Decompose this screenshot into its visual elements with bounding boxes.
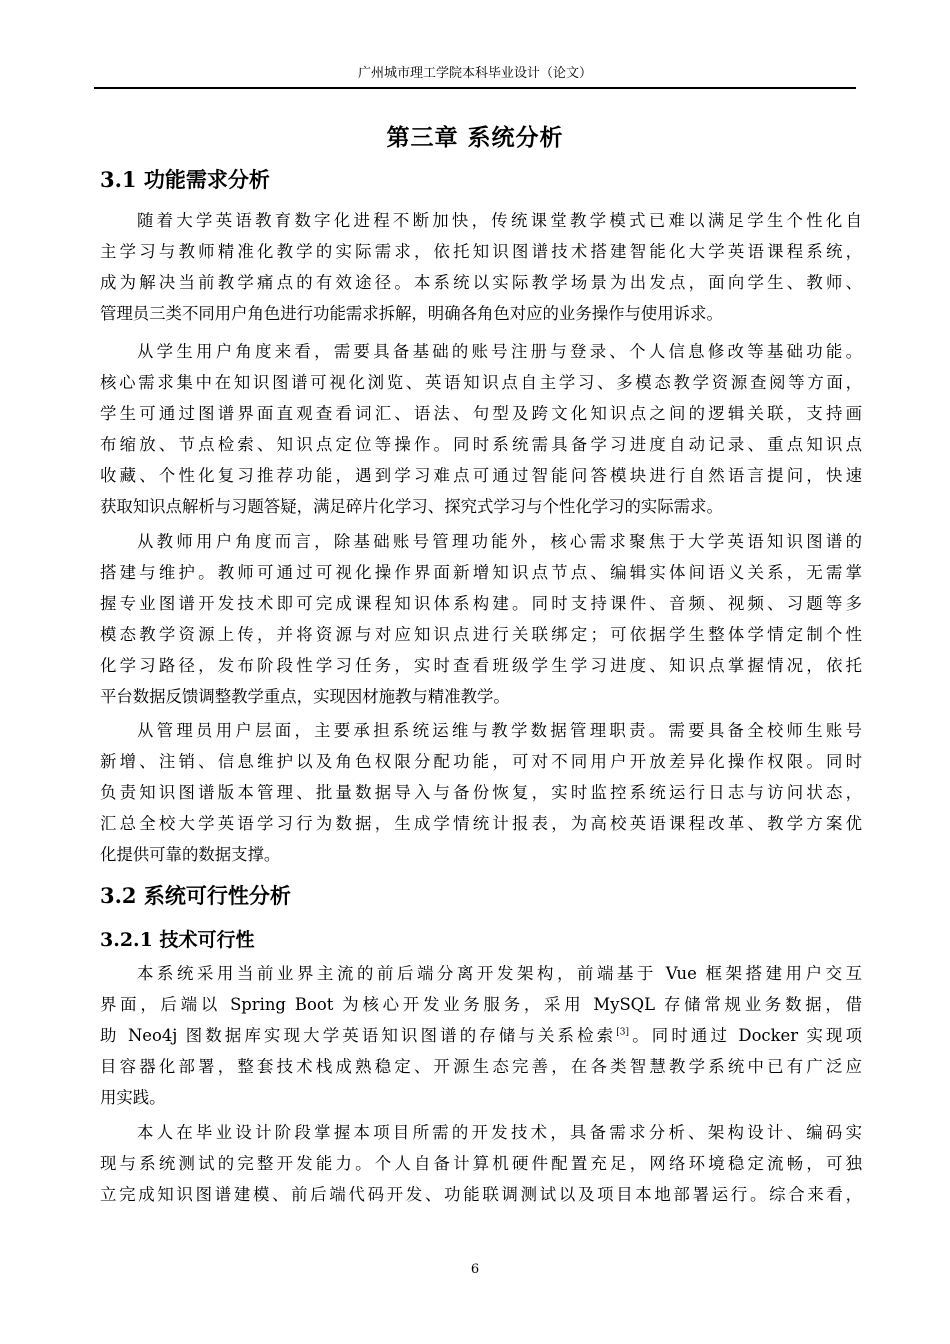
text-line: 随着大学英语教育数字化进程不断加快，传统课堂教学模式已难以满足学生个性化自 (137, 211, 862, 230)
text-line: 从管理员用户层面，主要承担系统运维与教学数据管理职责。需要具备全校师生账号 (137, 721, 862, 740)
text-line: 布缩放、节点检索、知识点定位等操作。同时系统需具备学习进度自动记录、重点知识点 (100, 435, 862, 454)
text-line: 负责知识图谱版本管理、批量数据导入与备份恢复，实时监控系统运行日志与访问状态， (100, 783, 862, 802)
text-line: 从学生用户角度来看，需要具备基础的账号注册与登录、个人信息修改等基础功能。 (137, 342, 862, 361)
paragraph-student (100, 336, 862, 522)
citation-ref[interactable]: [3] (616, 1027, 630, 1038)
text-line: 本系统采用当前业界主流的前后端分离开发架构，前端基于 Vue 框架搭建用户交互 (137, 964, 862, 983)
text-line: 握专业图谱开发技术即可完成课程知识体系构建。同时支持课件、音频、视频、习题等多 (100, 594, 862, 613)
text-line: 本人在毕业设计阶段掌握本项目所需的开发技术，具备需求分析、架构设计、编码实 (137, 1123, 862, 1142)
chapter-title: 第三章 系统分析 (386, 124, 564, 151)
text-line: 新增、注销、信息维护以及角色权限分配功能，可对不同用户开放差异化操作权限。同时 (100, 752, 862, 771)
paragraph-tech-stack (100, 958, 862, 1113)
text-segment: 助 Neo4j 图数据库实现大学英语知识图谱的存储与关系检索 (100, 1026, 617, 1045)
page-number: 6 (470, 1262, 480, 1277)
text-line: 现与系统测试的完整开发能力。个人自备计算机硬件配置充足，网络环境稳定流畅，可独 (100, 1154, 862, 1173)
text-line: 化学习路径，发布阶段性学习任务，实时查看班级学生学习进度、知识点掌握情况，依托 (100, 656, 862, 675)
text-line-with-citation (100, 1020, 862, 1051)
text-line: 界面，后端以 Spring Boot 为核心开发业务服务，采用 MySQL 存储常规业务数据，借 (100, 995, 862, 1014)
text-line: 搭建与维护。教师可通过可视化操作界面新增知识点节点、编辑实体间语义关系，无需掌 (100, 563, 862, 582)
text-line: 获取知识点解析与习题答疑，满足碎片化学习、探究式学习与个性化学习的实际需求。 (100, 497, 723, 516)
text-line: 管理员三类不同用户角色进行功能需求拆解，明确各角色对应的业务操作与使用诉求。 (100, 304, 723, 323)
text-line: 成为解决当前教学痛点的有效途径。本系统以实际教学场景为出发点，面向学生、教师、 (100, 273, 862, 292)
text-line: 模态教学资源上传，并将资源与对应知识点进行关联绑定；可依据学生整体学情定制个性 (100, 625, 862, 644)
text-line: 汇总全校大学英语学习行为数据，生成学情统计报表，为高校英语课程改革、教学方案优 (100, 814, 862, 833)
paragraph-admin (100, 715, 862, 870)
text-line: 学生可通过图谱界面直观查看词汇、语法、句型及跨文化知识点之间的逻辑关联，支持画 (100, 404, 862, 423)
text-line: 平台数据反馈调整教学重点，实现因材施教与精准教学。 (100, 687, 510, 706)
text-line: 从教师用户角度而言，除基础账号管理功能外，核心需求聚焦于大学英语知识图谱的 (137, 532, 862, 551)
paragraph-personal-ability (100, 1117, 862, 1210)
page-header: 广州城市理工学院本科毕业设计（论文） (357, 66, 592, 81)
subsection-heading-3-2-1: 3.2.1 技术可行性 (100, 929, 255, 951)
text-line: 收藏、个性化复习推荐功能，遇到学习难点可通过智能问答模块进行自然语言提问，快速 (100, 466, 862, 485)
paragraph-teacher (100, 526, 862, 712)
text-line: 用实践。 (100, 1088, 166, 1107)
section-heading-3-1: 3.1 功能需求分析 (100, 167, 270, 192)
text-line: 核心需求集中在知识图谱可视化浏览、英语知识点自主学习、多模态教学资源查阅等方面， (100, 373, 862, 392)
header-rule (94, 87, 856, 89)
section-heading-3-2: 3.2 系统可行性分析 (100, 883, 291, 908)
text-line: 化提供可靠的数据支撑。 (100, 845, 281, 864)
text-segment: 。同时通过 Docker 实现项 (629, 1026, 862, 1045)
paragraph-intro (100, 205, 862, 329)
text-line: 主学习与教师精准化教学的实际需求，依托知识图谱技术搭建智能化大学英语课程系统， (100, 242, 862, 261)
text-line: 目容器化部署，整套技术栈成熟稳定、开源生态完善，在各类智慧教学系统中已有广泛应 (100, 1057, 862, 1076)
text-line: 立完成知识图谱建模、前后端代码开发、功能联调测试以及项目本地部署运行。综合来看， (100, 1185, 862, 1204)
